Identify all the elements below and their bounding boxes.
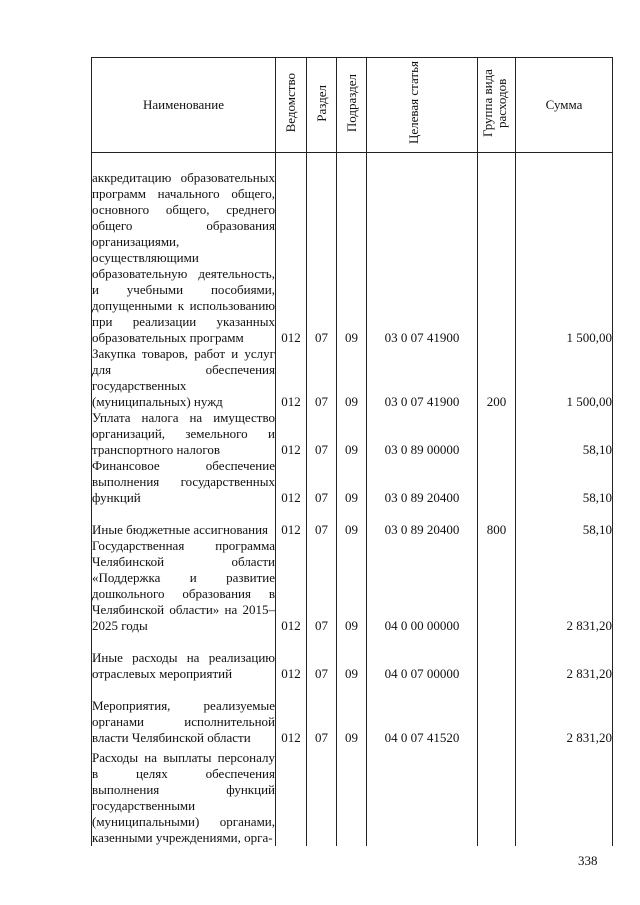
row-gruppa <box>478 538 516 634</box>
row-statya: 03 0 07 41900 <box>367 346 478 410</box>
row-ved: 012 <box>276 682 307 746</box>
row-statya: 03 0 89 00000 <box>367 410 478 458</box>
row-name: Расходы на выплаты персоналу в целях обеспечения выполнения функций государственными (муниципальными) органами, казенными учреждениями, орга- <box>92 746 276 846</box>
row-gruppa <box>478 746 516 846</box>
row-summa: 1 500,00 <box>516 346 613 410</box>
header-statya: Целевая статья <box>367 58 478 153</box>
row-statya: 04 0 00 00000 <box>367 538 478 634</box>
row-statya: 03 0 89 20400 <box>367 458 478 506</box>
row-podrazdel: 09 <box>337 682 367 746</box>
row-summa: 58,10 <box>516 410 613 458</box>
row-ved: 012 <box>276 346 307 410</box>
row-razdel: 07 <box>307 153 337 347</box>
row-razdel <box>307 746 337 846</box>
header-name: Наименование <box>92 58 276 153</box>
row-summa: 2 831,20 <box>516 682 613 746</box>
row-ved: 012 <box>276 153 307 347</box>
row-gruppa <box>478 458 516 506</box>
table-row <box>92 538 613 634</box>
budget-sheet <box>91 57 612 847</box>
table-row <box>92 682 613 746</box>
row-razdel: 07 <box>307 458 337 506</box>
page-number: 338 <box>578 853 598 868</box>
row-gruppa: 200 <box>478 346 516 410</box>
row-razdel: 07 <box>307 682 337 746</box>
budget-table <box>91 57 613 846</box>
row-summa <box>516 746 613 846</box>
header-razdel: Раздел <box>307 58 337 153</box>
table-row <box>92 153 613 347</box>
row-statya: 03 0 89 20400 <box>367 506 478 538</box>
header-vedomstvo: Ведомство <box>276 58 307 153</box>
table-row <box>92 506 613 538</box>
row-statya: 03 0 07 41900 <box>367 153 478 347</box>
row-gruppa <box>478 410 516 458</box>
row-ved: 012 <box>276 458 307 506</box>
row-razdel: 07 <box>307 346 337 410</box>
row-name: Финансовое обеспечение выполнения государственных функций <box>92 458 275 505</box>
row-summa: 2 831,20 <box>516 538 613 634</box>
table-row <box>92 634 613 682</box>
row-name: Закупка товаров, работ и услуг для обеспечения государственных (муниципальных) нужд <box>92 346 275 409</box>
row-ved: 012 <box>276 506 307 538</box>
row-gruppa: 800 <box>478 506 516 538</box>
row-summa: 2 831,20 <box>516 634 613 682</box>
row-name: Уплата налога на имущество организаций, земельного и транспортного налогов <box>92 410 275 457</box>
table-row <box>92 746 613 846</box>
row-razdel: 07 <box>307 538 337 634</box>
row-razdel: 07 <box>307 506 337 538</box>
row-name: Иные бюджетные ассигнования <box>92 506 276 538</box>
row-gruppa <box>478 634 516 682</box>
row-name: Государственная программа Челябинской области «Поддержка и развитие дошкольного образования в Челябинской области» на 2015–2025 годы <box>92 538 275 633</box>
header-podrazdel: Подраздел <box>337 58 367 153</box>
row-podrazdel: 09 <box>337 153 367 347</box>
row-podrazdel: 09 <box>337 458 367 506</box>
row-podrazdel: 09 <box>337 346 367 410</box>
row-podrazdel: 09 <box>337 506 367 538</box>
header-row <box>92 58 613 153</box>
table-row <box>92 458 613 506</box>
row-statya: 04 0 07 00000 <box>367 634 478 682</box>
row-ved <box>276 746 307 846</box>
row-summa: 1 500,00 <box>516 153 613 347</box>
table-row <box>92 410 613 458</box>
row-podrazdel: 09 <box>337 538 367 634</box>
header-summa: Сумма <box>516 58 613 153</box>
row-ved: 012 <box>276 538 307 634</box>
row-razdel: 07 <box>307 410 337 458</box>
row-ved: 012 <box>276 634 307 682</box>
row-summa: 58,10 <box>516 506 613 538</box>
row-name: Мероприятия, реализуемые органами исполнительной власти Челябинской области <box>92 682 276 746</box>
row-podrazdel: 09 <box>337 410 367 458</box>
row-name: Иные расходы на реализацию отраслевых мероприятий <box>92 634 276 682</box>
row-ved: 012 <box>276 410 307 458</box>
row-gruppa <box>478 153 516 347</box>
row-summa: 58,10 <box>516 458 613 506</box>
row-statya: 04 0 07 41520 <box>367 682 478 746</box>
row-podrazdel <box>337 746 367 846</box>
row-gruppa <box>478 682 516 746</box>
row-podrazdel: 09 <box>337 634 367 682</box>
row-name: аккредитацию образовательных программ начального общего, основного общего, среднего общего образования организациями, осуществляющими образовательную деятельность, и учебными пособиями, допущенными к использованию при реализации указанных образовательных программ <box>92 153 276 347</box>
table-row <box>92 346 613 410</box>
header-gruppa: Группа вида расходов <box>478 58 516 153</box>
row-razdel: 07 <box>307 634 337 682</box>
row-statya <box>367 746 478 846</box>
